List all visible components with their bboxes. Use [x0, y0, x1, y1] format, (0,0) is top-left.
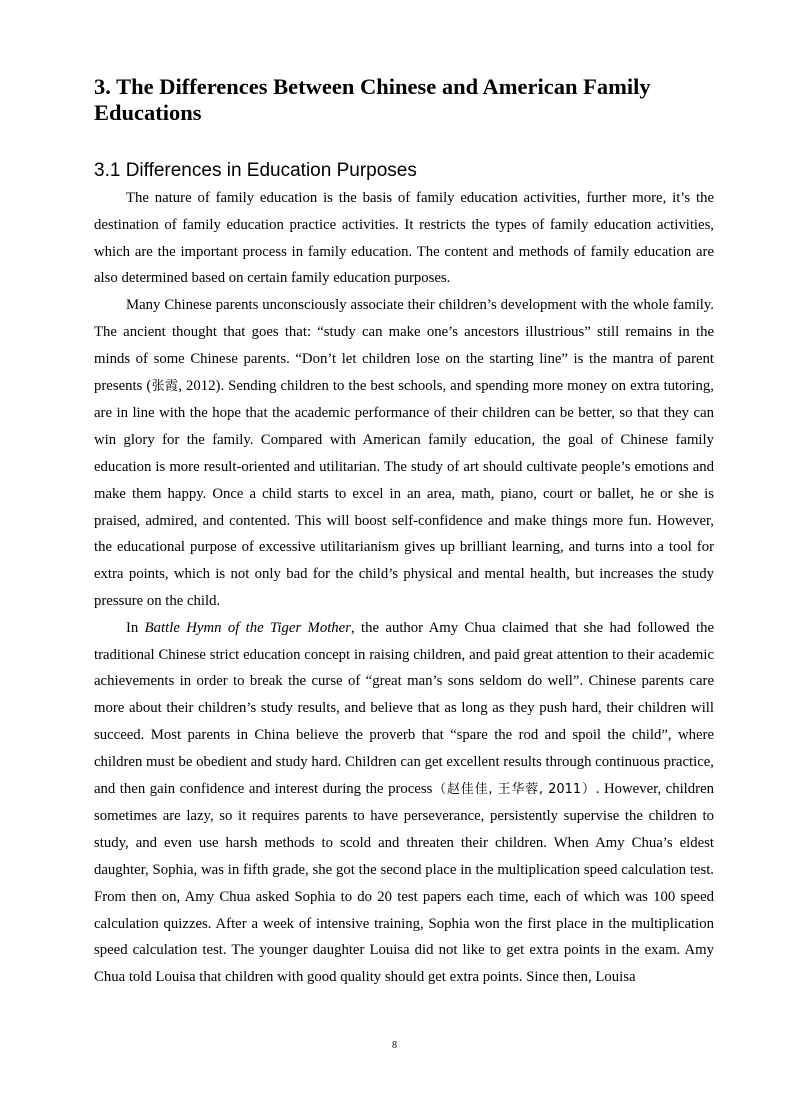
paragraph-text: Many Chinese parents unconsciously associate their children’s development with the whole family. The ancient thought that goes that: “study can make one’s ancestors illustrious” still remains in the minds of some Chinese parents. “Don’t let children lose on the starting line” is the mantra of parent presents ( [94, 297, 714, 394]
citation: 张霞 [151, 378, 179, 394]
paragraph-education-nature: The nature of family education is the basis of family education activities, further more, it’s the destination of family education practice activities. It restricts the types of family education activities, which are the important process in family education. The content and methods of family education are also determined based on certain family education purposes. [94, 190, 714, 287]
citation: （赵佳佳, 王华蓉, 2011） [432, 781, 596, 797]
paragraph-chinese-parents [94, 292, 714, 615]
chapter-title: 3. The Differences Between Chinese and American Family Educations [94, 74, 651, 125]
paragraph-text: . However, children sometimes are lazy, so it requires parents to have perseverance, persistently supervise the children to study, and even use harsh methods to scold and threaten their children. When Amy Chua’s eldest daughter, Sophia, was in fifth grade, she got the second place in the multiplication speed calculation test. From then on, Amy Chua asked Sophia to do 20 test papers each time, each of which was 100 speed calculation quizzes. After a week of intensive training, Sophia won the first place in the multiplication speed calculation test. The younger daughter Louisa did not like to get extra points in the exam. Amy Chua told Louisa that children with good quality should get extra points. Since then, Louisa [94, 780, 714, 986]
paragraph-text: , 2012). Sending children to the best schools, and spending more money on extra tutoring, are in line with the hope that the academic performance of their children can be better, so that they can win glory for the family. Compared with American family education, the goal of Chinese family education is more result-oriented and utilitarian. The study of art should cultivate people’s emotions and make them happy. Once a child starts to excel in an area, math, piano, court or ballet, he or she is praised, admired, and contented. This will boost self-confidence and make things more fun. However, the educational purpose of excessive utilitarianism gives up brilliant learning, and turns into a tool for extra points, which is not only bad for the child’s physical and mental health, but increases the study pressure on the child. [94, 377, 714, 609]
paragraph-text: , the author Amy Chua claimed that she had followed the traditional Chinese strict education concept in raising children, and paid great attention to their academic achievements in order to break the curse of “great man’s sons seldom do well”. Chinese parents care more about their children’s study results, and believe that as long as they push hard, their children will succeed. Most parents in China believe the proverb that “spare the rod and spoil the child”, where children must be obedient and study hard. Children can get excellent results through continuous practice, and then gain confidence and interest during the process [94, 619, 714, 797]
page-number: 8 [392, 1040, 397, 1051]
section-title: 3.1 Differences in Education Purposes [94, 160, 417, 181]
book-title: Battle Hymn of the Tiger Mother [144, 619, 351, 636]
paragraph-text: In [126, 619, 145, 636]
paragraph-tiger-mother [94, 615, 714, 991]
body-text [94, 185, 714, 991]
